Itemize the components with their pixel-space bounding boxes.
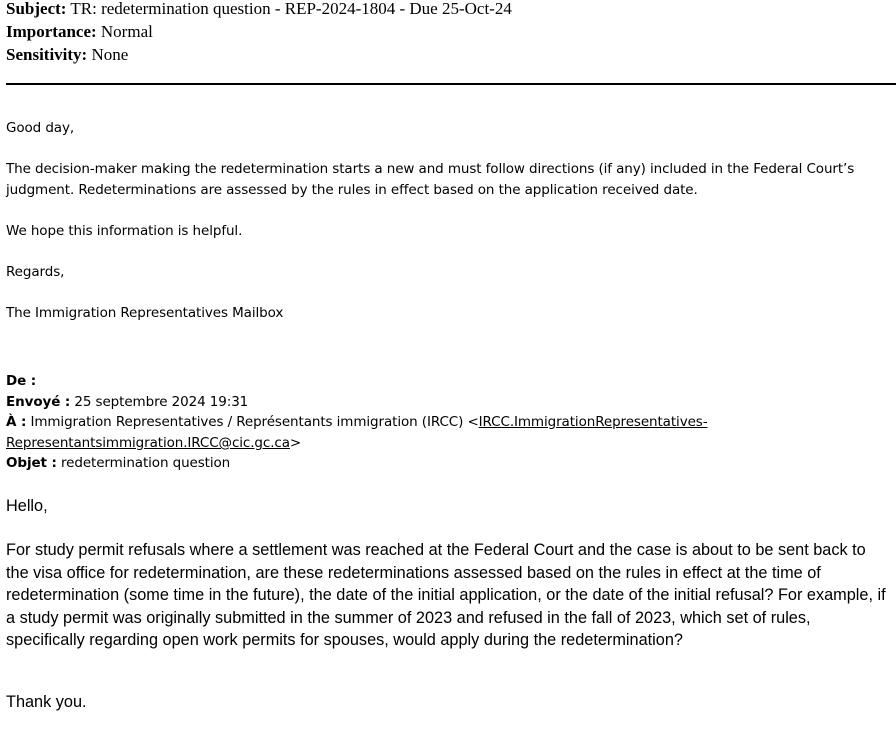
importance-line <box>6 20 153 43</box>
to-label: À : <box>6 414 27 430</box>
sent-label: Envoyé : <box>6 394 71 410</box>
from-label: De : <box>6 373 37 389</box>
reply-hope: We hope this information is helpful. <box>6 223 243 239</box>
original-thanks: Thank you. <box>6 693 87 711</box>
objet-label: Objet : <box>6 455 57 471</box>
to-email-link-part1[interactable]: IRCC.ImmigrationRepresentatives- <box>478 414 708 430</box>
sensitivity-line <box>6 43 128 66</box>
sensitivity-label: Sensitivity: <box>6 45 88 64</box>
original-hello: Hello, <box>6 497 48 515</box>
original-to <box>6 412 708 433</box>
reply-signature: The Immigration Representatives Mailbox <box>6 305 284 321</box>
header-divider <box>6 83 896 85</box>
sensitivity-value: None <box>91 45 129 64</box>
reply-regards: Regards, <box>6 264 65 280</box>
original-sent <box>6 392 248 413</box>
reply-paragraph: The decision-maker making the redetermination starts a new and must follow directions (if any) included in the Federal Court’s judgment. Redeterminations are assessed by the rules in effect based on the application received date. <box>6 161 855 198</box>
original-from <box>6 371 36 392</box>
importance-label: Importance: <box>6 22 97 41</box>
to-close: > <box>289 435 302 451</box>
original-question: For study permit refusals where a settlement was reached at the Federal Court and the case is about to be sent back to the visa office for redetermination, are these redeterminations assessed based on the rules in effect at the time of redetermination (some time in the future), the date of the initial application, or the date of the initial refusal? For example, if a study permit was originally submitted in the summer of 2023 and refused in the fall of 2023, which set of rules, specifically regarding open work permits for spouses, would apply during the redetermination? <box>6 541 886 649</box>
objet-value: redetermination question <box>60 455 231 471</box>
original-to-cont <box>6 433 301 454</box>
sent-value: 25 septembre 2024 19:31 <box>74 394 249 410</box>
to-value: Immigration Representatives / Représentants immigration (IRCC) < <box>30 414 479 430</box>
reply-greeting: Good day, <box>6 120 75 136</box>
to-email-link-part2[interactable]: Representantsimmigration.IRCC@cic.gc.ca <box>6 435 290 451</box>
subject-label: Subject: <box>6 0 67 18</box>
subject-line <box>6 0 512 20</box>
original-subject <box>6 453 230 474</box>
importance-value: Normal <box>100 22 153 41</box>
subject-value: TR: redetermination question - REP-2024-1804 - Due 25-Oct-24 <box>70 0 512 18</box>
